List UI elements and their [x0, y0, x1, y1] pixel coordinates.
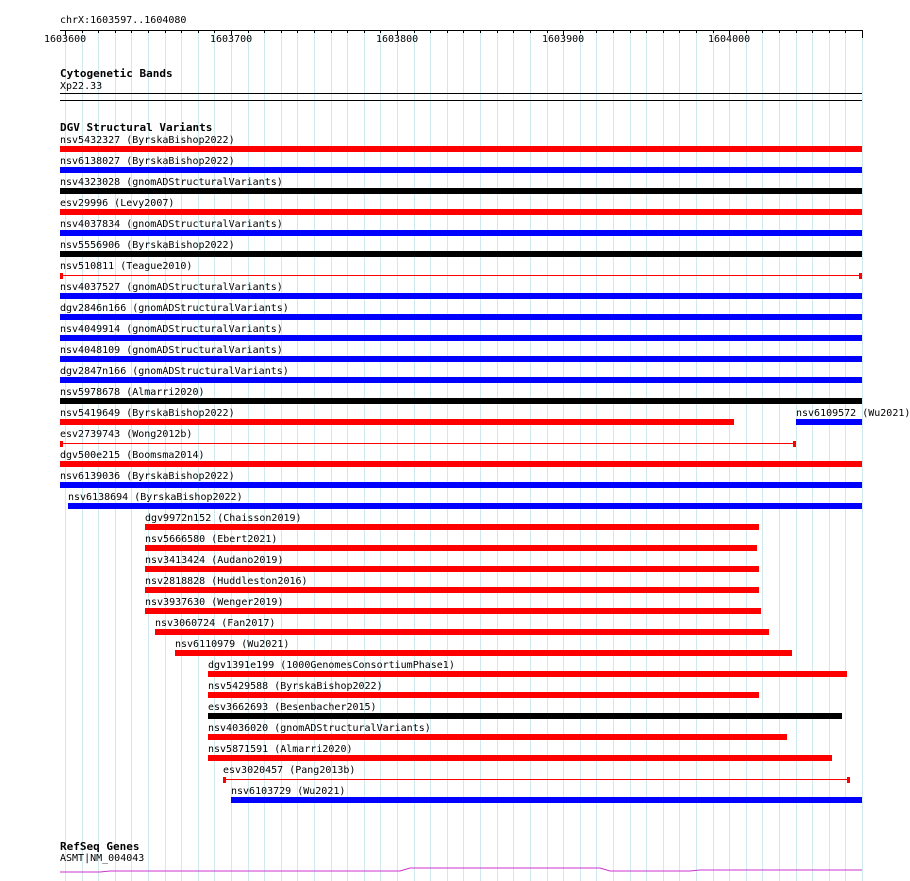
ruler-tick-label: 1603600: [44, 34, 87, 45]
grid-line: [480, 30, 481, 881]
sv-feature-label[interactable]: nsv6109572 (Wu2021): [796, 408, 910, 419]
sv-feature-label[interactable]: esv2739743 (Wong2012b): [60, 429, 193, 440]
ruler-minor-tick: [131, 30, 132, 33]
sv-feature-bar[interactable]: [145, 545, 757, 551]
cytoband-band-top[interactable]: [60, 93, 862, 94]
sv-feature-bar[interactable]: [60, 419, 734, 425]
sv-feature-endcap: [847, 777, 850, 783]
sv-feature-label[interactable]: nsv5556906 (ByrskaBishop2022): [60, 240, 235, 251]
sv-feature-label[interactable]: nsv4037834 (gnomADStructuralVariants): [60, 219, 283, 230]
location-label: chrX:1603597..1604080: [60, 15, 187, 26]
sv-feature-label[interactable]: nsv4048109 (gnomADStructuralVariants): [60, 345, 283, 356]
grid-line: [513, 30, 514, 881]
sv-feature-label[interactable]: dgv2847n166 (gnomADStructuralVariants): [60, 366, 289, 377]
ruler-minor-tick: [181, 30, 182, 33]
sv-feature-bar[interactable]: [175, 650, 792, 656]
sv-feature-label[interactable]: nsv5419649 (ByrskaBishop2022): [60, 408, 235, 419]
sv-feature-bar[interactable]: [60, 167, 862, 173]
sv-feature-label[interactable]: nsv6138027 (ByrskaBishop2022): [60, 156, 235, 167]
ruler-minor-tick: [812, 30, 813, 33]
ruler-minor-tick: [779, 30, 780, 33]
sv-feature-label[interactable]: nsv2818828 (Huddleston2016): [145, 576, 308, 587]
sv-feature-label[interactable]: nsv5429588 (ByrskaBishop2022): [208, 681, 383, 692]
ruler-minor-tick: [98, 30, 99, 33]
sv-feature-bar[interactable]: [60, 398, 862, 404]
sv-feature-label[interactable]: nsv6138694 (ByrskaBishop2022): [68, 492, 243, 503]
grid-line: [762, 30, 763, 881]
ruler-minor-tick: [281, 30, 282, 33]
sv-feature-bar[interactable]: [60, 209, 862, 215]
sv-feature-label[interactable]: nsv510811 (Teague2010): [60, 261, 193, 272]
ruler-minor-tick: [214, 30, 215, 33]
grid-line: [845, 30, 846, 881]
sv-feature-label[interactable]: nsv3413424 (Audano2019): [145, 555, 284, 566]
sv-feature-bar[interactable]: [145, 524, 759, 530]
ruler-minor-tick: [347, 30, 348, 33]
ruler-minor-tick: [447, 30, 448, 33]
sv-feature-label[interactable]: nsv4323028 (gnomADStructuralVariants): [60, 177, 283, 188]
sv-feature-bar[interactable]: [60, 230, 862, 236]
sv-feature-endcap: [60, 441, 63, 447]
ruler-minor-tick: [198, 30, 199, 33]
sv-feature-label[interactable]: esv3020457 (Pang2013b): [223, 765, 356, 776]
ruler-minor-tick: [380, 30, 381, 33]
ruler-minor-tick: [364, 30, 365, 33]
ruler-minor-tick: [663, 30, 664, 33]
ruler-minor-tick: [82, 30, 83, 33]
grid-line: [563, 30, 564, 881]
cytoband-label[interactable]: Xp22.33: [60, 81, 103, 92]
ruler-minor-tick: [646, 30, 647, 33]
grid-line: [746, 30, 747, 881]
sv-feature-bar[interactable]: [60, 482, 862, 488]
grid-line: [829, 30, 830, 881]
grid-line: [696, 30, 697, 881]
grid-line: [430, 30, 431, 881]
sv-feature-bar[interactable]: [208, 713, 842, 719]
dgv-track-title: DGV Structural Variants: [60, 121, 213, 134]
ruler-minor-tick: [513, 30, 514, 33]
sv-feature-label[interactable]: dgv9972n152 (Chaisson2019): [145, 513, 302, 524]
cytoband-track-title: Cytogenetic Bands: [60, 67, 173, 80]
grid-line: [679, 30, 680, 881]
grid-line: [646, 30, 647, 881]
grid-line: [580, 30, 581, 881]
ruler-minor-tick: [430, 30, 431, 33]
ruler-minor-tick: [497, 30, 498, 33]
ruler-minor-tick: [331, 30, 332, 33]
sv-feature-label[interactable]: dgv1391e199 (1000GenomesConsortiumPhase1): [208, 660, 455, 671]
grid-line: [497, 30, 498, 881]
ruler-minor-tick: [248, 30, 249, 33]
sv-feature-label[interactable]: nsv6110979 (Wu2021): [175, 639, 290, 650]
grid-line: [414, 30, 415, 881]
grid-line: [463, 30, 464, 881]
refseq-track-title: RefSeq Genes: [60, 840, 140, 853]
sv-feature-bar[interactable]: [231, 797, 862, 803]
ruler-minor-tick: [547, 30, 548, 33]
ruler-minor-tick: [165, 30, 166, 33]
sv-feature-bar[interactable]: [60, 314, 862, 320]
sv-feature-bar[interactable]: [60, 461, 862, 467]
sv-feature-bar[interactable]: [145, 566, 759, 572]
sv-feature-bar[interactable]: [208, 755, 832, 761]
cytoband-band-bottom: [60, 100, 862, 101]
sv-feature-label[interactable]: nsv6139036 (ByrskaBishop2022): [60, 471, 235, 482]
ruler-minor-tick: [796, 30, 797, 33]
sv-feature-label[interactable]: dgv500e215 (Boomsma2014): [60, 450, 205, 461]
sv-feature-label[interactable]: nsv4049914 (gnomADStructuralVariants): [60, 324, 283, 335]
ruler-tick-label: 1603700: [210, 34, 253, 45]
grid-line: [397, 30, 398, 881]
sv-feature-label[interactable]: esv3662693 (Besenbacher2015): [208, 702, 377, 713]
sv-feature-bar[interactable]: [155, 629, 769, 635]
ruler-minor-tick: [613, 30, 614, 33]
grid-line: [447, 30, 448, 881]
sv-feature-label[interactable]: esv29996 (Levy2007): [60, 198, 175, 209]
grid-line: [596, 30, 597, 881]
ruler-minor-tick: [264, 30, 265, 33]
ruler-minor-tick: [463, 30, 464, 33]
grid-line: [862, 30, 863, 881]
grid-line: [547, 30, 548, 881]
sv-feature-bar[interactable]: [60, 275, 862, 276]
sv-feature-bar[interactable]: [60, 356, 862, 362]
ruler-minor-tick: [762, 30, 763, 33]
ruler-minor-tick: [596, 30, 597, 33]
sv-feature-endcap: [859, 273, 862, 279]
sv-feature-bar[interactable]: [796, 419, 862, 425]
ruler-minor-tick: [530, 30, 531, 33]
ruler-minor-tick: [115, 30, 116, 33]
ruler-minor-tick: [297, 30, 298, 33]
ruler-tick-label: 1603900: [542, 34, 585, 45]
sv-feature-bar[interactable]: [60, 251, 862, 257]
ruler-minor-tick: [829, 30, 830, 33]
grid-line: [380, 30, 381, 881]
grid-line: [812, 30, 813, 881]
grid-line: [613, 30, 614, 881]
ruler-minor-tick: [314, 30, 315, 33]
ruler-minor-tick: [148, 30, 149, 33]
ruler-minor-tick: [414, 30, 415, 33]
sv-feature-bar[interactable]: [208, 671, 847, 677]
sv-feature-endcap: [223, 777, 226, 783]
sv-feature-label[interactable]: nsv3060724 (Fan2017): [155, 618, 276, 629]
sv-feature-label[interactable]: nsv3937630 (Wenger2019): [145, 597, 284, 608]
ruler-minor-tick: [679, 30, 680, 33]
ruler-minor-tick: [630, 30, 631, 33]
grid-line: [530, 30, 531, 881]
grid-line: [779, 30, 780, 881]
sv-feature-label[interactable]: nsv5666580 (Ebert2021): [145, 534, 278, 545]
sv-feature-endcap: [60, 273, 63, 279]
refseq-gene-track[interactable]: [0, 862, 890, 877]
sv-feature-bar[interactable]: [60, 443, 796, 444]
ruler-tick-label: 1604000: [708, 34, 751, 45]
sv-feature-label[interactable]: nsv4036020 (gnomADStructuralVariants): [208, 723, 431, 734]
grid-line: [630, 30, 631, 881]
sv-feature-endcap: [793, 441, 796, 447]
sv-feature-bar[interactable]: [208, 734, 787, 740]
ruler-minor-tick: [696, 30, 697, 33]
sv-feature-bar[interactable]: [145, 608, 761, 614]
grid-line: [729, 30, 730, 881]
sv-feature-label[interactable]: nsv6103729 (Wu2021): [231, 786, 346, 797]
sv-feature-bar[interactable]: [60, 146, 862, 152]
gene-model: [60, 868, 862, 872]
ruler-minor-tick: [845, 30, 846, 33]
grid-line: [364, 30, 365, 881]
sv-feature-bar[interactable]: [60, 188, 862, 194]
sv-feature-bar[interactable]: [60, 377, 862, 383]
ruler-minor-tick: [713, 30, 714, 33]
sv-feature-label[interactable]: nsv5871591 (Almarri2020): [208, 744, 353, 755]
sv-feature-bar[interactable]: [68, 503, 862, 509]
grid-line: [663, 30, 664, 881]
sv-feature-label[interactable]: nsv5432327 (ByrskaBishop2022): [60, 135, 235, 146]
grid-line: [796, 30, 797, 881]
sv-feature-label[interactable]: dgv2846n166 (gnomADStructuralVariants): [60, 303, 289, 314]
ruler-minor-tick: [480, 30, 481, 33]
sv-feature-bar[interactable]: [60, 335, 862, 341]
ruler-end-tick: [862, 30, 863, 38]
ruler-tick-label: 1603800: [376, 34, 419, 45]
sv-feature-bar[interactable]: [223, 779, 850, 780]
sv-feature-label[interactable]: nsv4037527 (gnomADStructuralVariants): [60, 282, 283, 293]
sv-feature-bar[interactable]: [208, 692, 759, 698]
sv-feature-bar[interactable]: [60, 293, 862, 299]
refseq-gene-label[interactable]: ASMT|NM_004043: [60, 853, 145, 864]
ruler-minor-tick: [580, 30, 581, 33]
sv-feature-bar[interactable]: [145, 587, 759, 593]
ruler-minor-tick: [746, 30, 747, 33]
grid-line: [713, 30, 714, 881]
sv-feature-label[interactable]: nsv5978678 (Almarri2020): [60, 387, 205, 398]
